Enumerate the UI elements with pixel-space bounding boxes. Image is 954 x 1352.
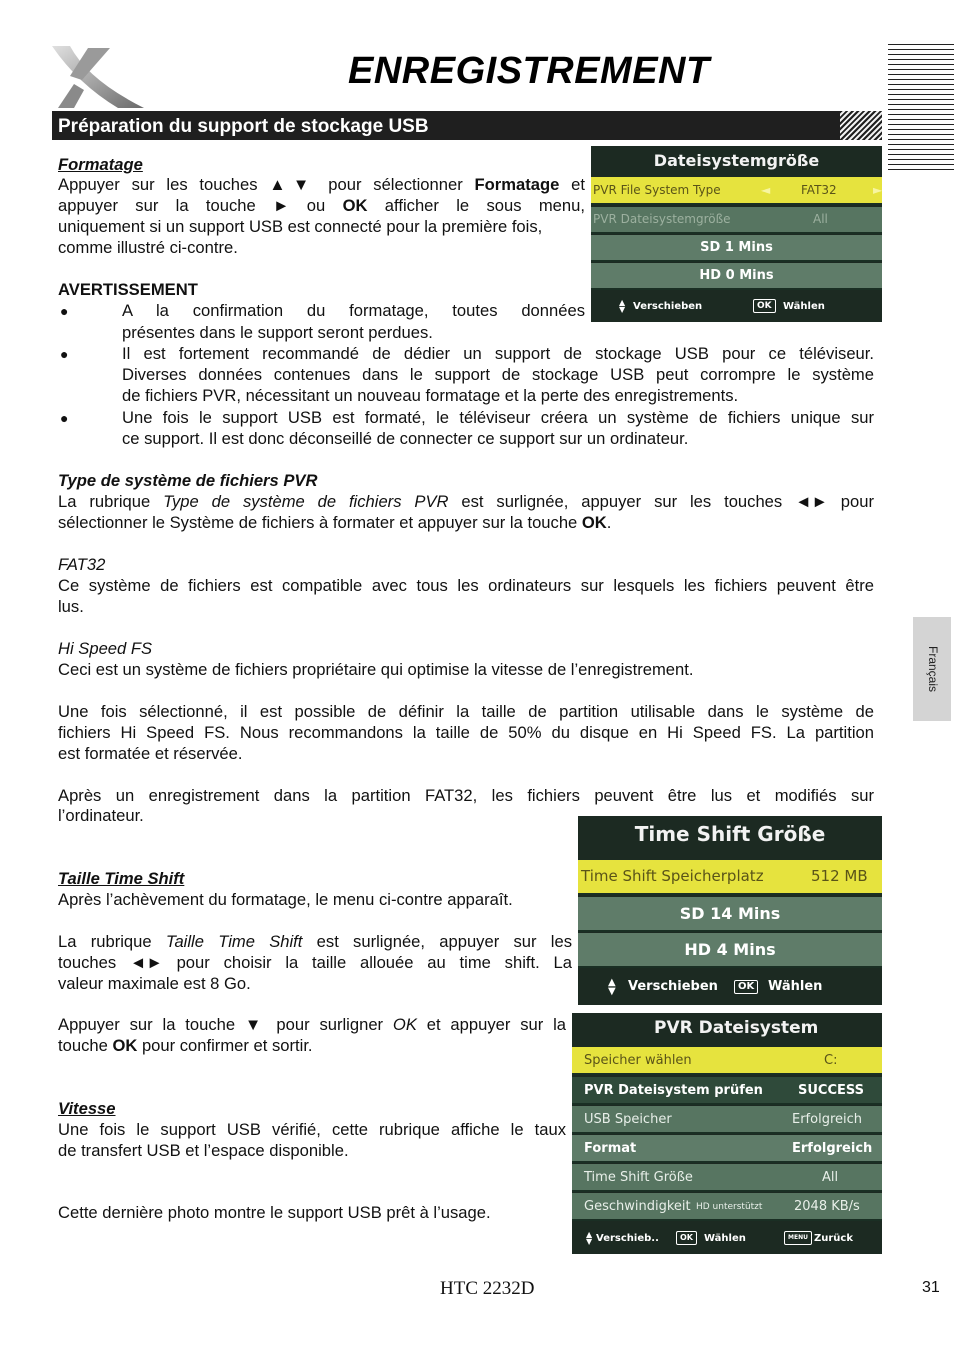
language-side-tab xyxy=(913,617,951,721)
page-number: 31 xyxy=(922,1279,940,1296)
fat32-heading: FAT32 xyxy=(58,555,106,574)
keyword-ok: OK xyxy=(112,1036,138,1055)
ok-key-label: OK xyxy=(753,299,776,313)
ok-key-icon xyxy=(753,292,776,322)
bullet-icon: ● xyxy=(60,410,69,426)
italic-run: Taille Time Shift xyxy=(165,932,303,951)
ok-key-label: OK xyxy=(676,1231,697,1245)
row-label: Time Shift Größe xyxy=(584,1170,693,1185)
fat32-line-2: lus. xyxy=(58,597,84,616)
row-value: Erfolgreich xyxy=(792,1141,873,1156)
row-value: C: xyxy=(824,1053,838,1068)
row-label: Speicher wählen xyxy=(584,1053,692,1068)
menu-row-pvr-dateisystemgroesse[interactable] xyxy=(591,207,882,234)
row-value: 2048 KB/s xyxy=(794,1199,860,1214)
footer-move-label: Verschieben xyxy=(633,301,703,312)
tv-screen-dateisystemgroesse xyxy=(591,146,882,322)
italic-run: OK xyxy=(392,1015,417,1034)
timeshift-para3-line-1 xyxy=(58,1014,566,1035)
keyword-ok: OK xyxy=(581,513,607,532)
bullet-3-line-1: Une fois le support USB est formaté, le téléviseur créera un système de fichiers unique sur xyxy=(122,408,874,427)
text-run: est surlignée, appuyer sur les xyxy=(302,932,572,951)
row-value: SUCCESS xyxy=(798,1083,865,1098)
text-run: et appuyer sur la xyxy=(416,1015,567,1034)
arrow-right-icon: ► xyxy=(873,183,882,197)
text-run: est surlignée, appuyer sur les touches ◄► pour xyxy=(448,492,875,511)
text-run: La rubrique xyxy=(58,932,166,951)
bullet-icon: ● xyxy=(60,346,69,362)
tv-screen-pvr-dateisystem xyxy=(572,1013,882,1254)
hispeed-para2-line-2: fichiers Hi Speed FS. Nous recommandons la taille de 50% du disque en Hi Speed FS. La partition xyxy=(58,723,874,742)
formatage-heading: Formatage xyxy=(58,155,143,174)
menu-row-dateisystem-pruefen[interactable] xyxy=(572,1077,882,1105)
row-label: PVR Dateisystemgröße xyxy=(593,212,731,226)
section-title: Préparation du support de stockage USB xyxy=(58,116,429,137)
row-value: FAT32 xyxy=(801,183,837,197)
timeshift-para2-line-3: valeur maximale est 8 Go. xyxy=(58,974,251,993)
menu-row-geschwindigkeit xyxy=(572,1193,882,1221)
formatage-line-1 xyxy=(58,174,585,195)
row-label: PVR File System Type xyxy=(593,183,721,197)
timeshift-para2-line-2: touches ◄► pour choisir la taille allouée au time shift. La xyxy=(58,953,572,972)
text-run: pour confirmer et sortir. xyxy=(137,1036,313,1055)
text-run: Appuyer sur la touche ▼ pour surligner xyxy=(58,1015,393,1034)
ok-key-icon xyxy=(734,969,758,1005)
vitesse-heading: Vitesse xyxy=(58,1099,116,1118)
arrow-left-icon: ◄ xyxy=(761,183,771,197)
vitesse-line-1: Une fois le support USB vérifié, cette rubrique affiche le taux xyxy=(58,1120,566,1139)
row-label: Time Shift Speicherplatz xyxy=(581,867,764,885)
text-run: touche xyxy=(58,1036,113,1055)
text-run: . xyxy=(606,513,612,532)
screen-footer xyxy=(578,969,882,1005)
row-value: Erfolgreich xyxy=(792,1112,863,1127)
bullet-icon: ● xyxy=(60,303,69,319)
text-run: La rubrique xyxy=(58,492,164,511)
timeshift-para2-line-1 xyxy=(58,931,572,952)
screen-title: Time Shift Größe xyxy=(634,822,826,846)
section-header-pattern xyxy=(840,111,882,140)
keyword-ok: OK xyxy=(342,196,368,215)
hispeed-para2-line-3: est formatée et réservée. xyxy=(58,744,243,763)
footer-select-label: Wählen xyxy=(704,1233,746,1244)
bullet-2-line-1: Il est fortement recommandé de dédier un support de stockage USB pour ce téléviseur. xyxy=(122,344,874,363)
menu-row-time-shift-speicherplatz[interactable] xyxy=(578,860,882,895)
updown-arrows-icon: ▲ ▼ xyxy=(586,1230,593,1246)
footer-select-label: Wählen xyxy=(768,979,823,994)
page-title: ENREGISTREMENT xyxy=(348,50,710,92)
timeshift-para3-line-2 xyxy=(58,1035,313,1056)
type-pvr-line-1 xyxy=(58,491,874,512)
row-value: 512 MB xyxy=(811,867,868,885)
vitesse-last-line: Cette dernière photo montre le support USB prêt à l’usage. xyxy=(58,1203,491,1222)
menu-row-sd: SD 1 Mins xyxy=(591,235,882,262)
text-run: afficher le sous menu, xyxy=(367,196,585,215)
row-label: USB Speicher xyxy=(584,1112,672,1127)
footer-move-label: Verschieb.. xyxy=(596,1233,659,1244)
fat32-line-1: Ce système de fichiers est compatible avec tous les ordinateurs sur lesquels les fichiers peuvent être xyxy=(58,576,874,595)
screen-title: PVR Dateisystem xyxy=(654,1018,819,1038)
bullet-1-line-2: présentes dans le support seront perdues. xyxy=(122,323,433,342)
language-label: Français xyxy=(926,645,940,693)
screen-title: Dateisystemgröße xyxy=(653,151,820,170)
menu-row-hd: HD 0 Mins xyxy=(591,263,882,290)
footer-back-label: Zurück xyxy=(814,1233,853,1244)
row-sublabel: HD unterstützt xyxy=(696,1202,763,1212)
hispeed-para3-line-2: l’ordinateur. xyxy=(58,806,144,825)
type-pvr-line-2 xyxy=(58,512,611,533)
formatage-line-3: uniquement si un support USB est connecté pour la première fois, xyxy=(58,217,543,236)
screen-footer xyxy=(572,1224,882,1254)
hispeed-para2-line-1: Une fois sélectionné, il est possible de définir la taille de partition utilisable dans le système de xyxy=(58,702,874,721)
vitesse-line-2: de transfert USB et l’espace disponible. xyxy=(58,1141,349,1160)
menu-row-format xyxy=(572,1135,882,1163)
text-run: Appuyer sur les touches ▲▼ pour sélectionner xyxy=(58,175,475,194)
corner-stripes-decoration xyxy=(888,44,954,172)
keyword-formatage: Formatage xyxy=(474,175,560,194)
footer-model: HTC 2232D xyxy=(440,1278,535,1299)
screen-footer xyxy=(591,292,882,322)
ok-key-icon xyxy=(676,1224,697,1254)
hispeed-heading: Hi Speed FS xyxy=(58,639,153,658)
timeshift-heading: Taille Time Shift xyxy=(58,869,185,888)
text-run: sélectionner le Système de fichiers à formater et appuyer sur la touche xyxy=(58,513,582,532)
text-run: et xyxy=(559,175,585,194)
menu-row-hd: HD 4 Mins xyxy=(578,933,882,968)
menu-row-usb-speicher xyxy=(572,1106,882,1134)
text-run: appuyer sur la touche ► ou xyxy=(58,196,343,215)
section-header xyxy=(52,111,882,140)
row-label: Geschwindigkeit xyxy=(584,1199,691,1214)
tv-screen-time-shift-groesse xyxy=(578,816,882,1005)
footer-move-label: Verschieben xyxy=(628,979,718,994)
menu-row-speicher-waehlen[interactable] xyxy=(572,1047,882,1075)
formatage-line-4: comme illustré ci-contre. xyxy=(58,238,238,257)
updown-arrows-icon: ▲ ▼ xyxy=(608,976,616,997)
menu-key-label: MENU xyxy=(784,1231,812,1245)
brand-x-logo xyxy=(48,40,148,112)
bullet-2-line-3: de fichiers PVR, nécessitant un nouveau formatage et la perte des enregistrements. xyxy=(122,386,739,405)
row-value: All xyxy=(813,212,828,226)
menu-row-sd: SD 14 Mins xyxy=(578,897,882,932)
italic-run: Type de système de fichiers PVR xyxy=(163,492,449,511)
row-label: PVR Dateisystem prüfen xyxy=(584,1083,763,1098)
menu-row-pvr-file-system-type[interactable] xyxy=(591,177,882,205)
updown-arrows-icon: ▲ ▼ xyxy=(619,298,626,314)
ok-key-label: OK xyxy=(734,980,758,994)
row-label: Format xyxy=(584,1141,637,1156)
type-pvr-heading: Type de système de fichiers PVR xyxy=(58,471,318,490)
avertissement-heading: AVERTISSEMENT xyxy=(58,280,198,299)
bullet-1-line-1: A la confirmation du formatage, toutes données xyxy=(122,301,585,320)
hispeed-para3-line-1: Après un enregistrement dans la partition FAT32, les fichiers peuvent être lus et modifiés sur xyxy=(58,786,874,805)
formatage-line-2 xyxy=(58,195,585,216)
bullet-3-line-2: ce support. Il est donc déconseillé de connecter ce support sur un ordinateur. xyxy=(122,429,689,448)
menu-row-time-shift-groesse xyxy=(572,1164,882,1192)
timeshift-line-1: Après l’achèvement du formatage, le menu ci-contre apparaît. xyxy=(58,890,513,909)
menu-key-icon xyxy=(784,1224,812,1254)
bullet-2-line-2: Diverses données contenues dans le support de stockage USB peut corrompre le système xyxy=(122,365,874,384)
row-value: All xyxy=(822,1170,839,1185)
footer-select-label: Wählen xyxy=(783,301,825,312)
hispeed-line: Ceci est un système de fichiers propriétaire qui optimise la vitesse de l’enregistrement. xyxy=(58,660,694,679)
